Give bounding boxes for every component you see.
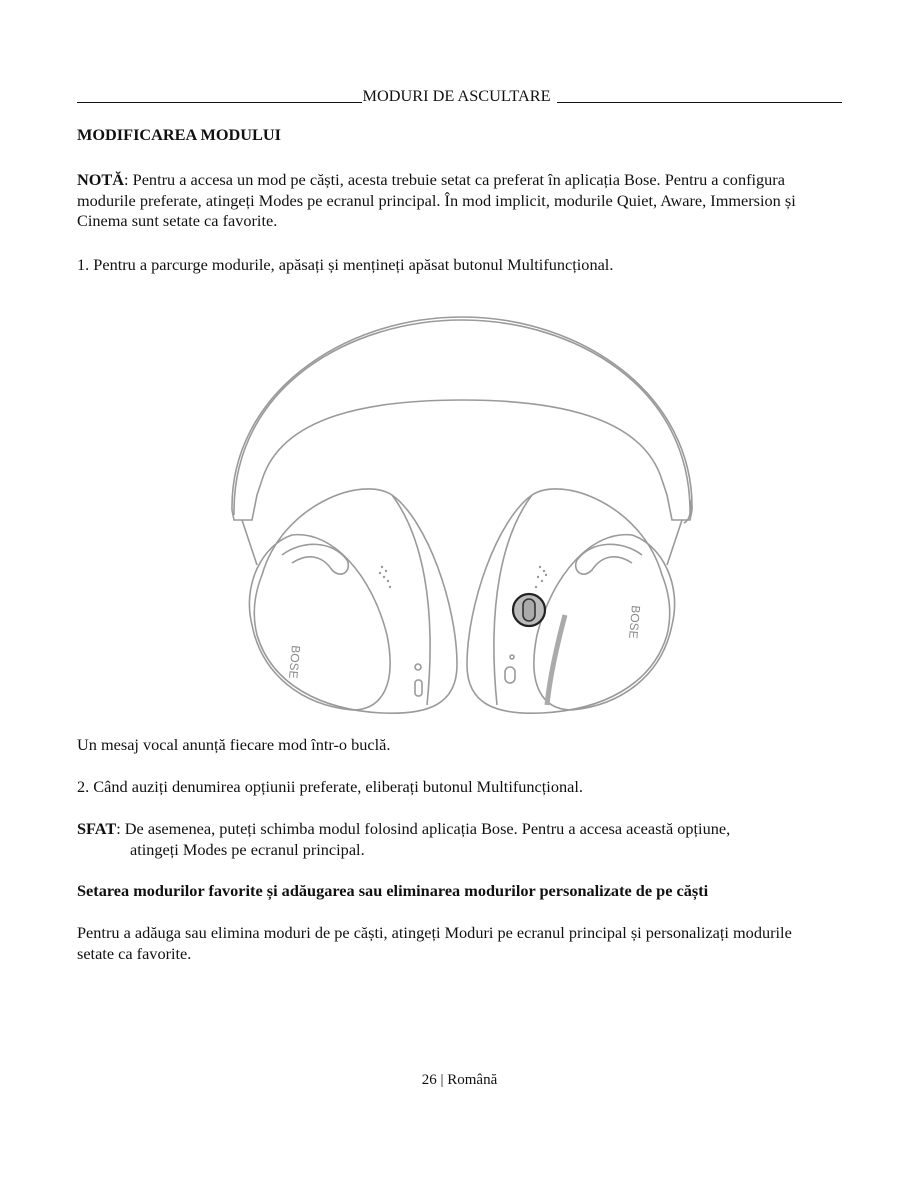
page-number: 26 (421, 1072, 437, 1088)
footer-language: Română (447, 1072, 498, 1088)
bose-logo-right: BOSE (626, 604, 643, 640)
note-paragraph (77, 170, 847, 232)
page-footer (0, 1072, 919, 1089)
footer-separator: | (436, 1072, 448, 1088)
headphones-illustration (222, 305, 702, 725)
tip-text-line2: atingeți Modes pe ecranul principal. (130, 839, 365, 859)
note-label: NOTĂ (77, 170, 125, 189)
step-1: 1. Pentru a parcurge modurile, apăsați și mențineți apăsat butonul Multifuncțional. (77, 255, 614, 274)
tip-text-line1: : De asemenea, puteți schimba modul folosind aplicația Bose. Pentru a accesa această opțiune, (116, 819, 731, 838)
note-text: : Pentru a accesa un mod pe căști, acesta trebuie setat ca preferat în aplicația Bose. Pentru a configura modurile preferate, atingeți Modes pe ecranul principal. În mod implicit, modurile Quiet, Aware, Immersion și Cinema sunt setate ca favorite. (77, 170, 796, 230)
subheading: Setarea modurilor favorite și adăugarea sau eliminarea modurilor personalizate de pe căști (77, 881, 709, 900)
tip-paragraph (77, 819, 847, 860)
header-title: MODURI DE ASCULTARE (362, 86, 551, 105)
section-heading: MODIFICAREA MODULUI (77, 125, 281, 144)
step-2: 2. Când auziți denumirea opțiunii preferate, eliberați butonul Multifuncțional. (77, 777, 583, 796)
header-rule-left (77, 102, 362, 103)
favorites-paragraph: Pentru a adăuga sau elimina moduri de pe căști, atingeți Moduri pe ecranul principal și personalizați modurile setate ca favorite. (77, 923, 792, 963)
bose-logo-left: BOSE (286, 644, 303, 680)
header-rule-right (557, 102, 842, 103)
running-header (77, 86, 842, 106)
voice-prompt-text: Un mesaj vocal anunță fiecare mod într-o buclă. (77, 735, 391, 754)
tip-label: SFAT (77, 819, 117, 838)
